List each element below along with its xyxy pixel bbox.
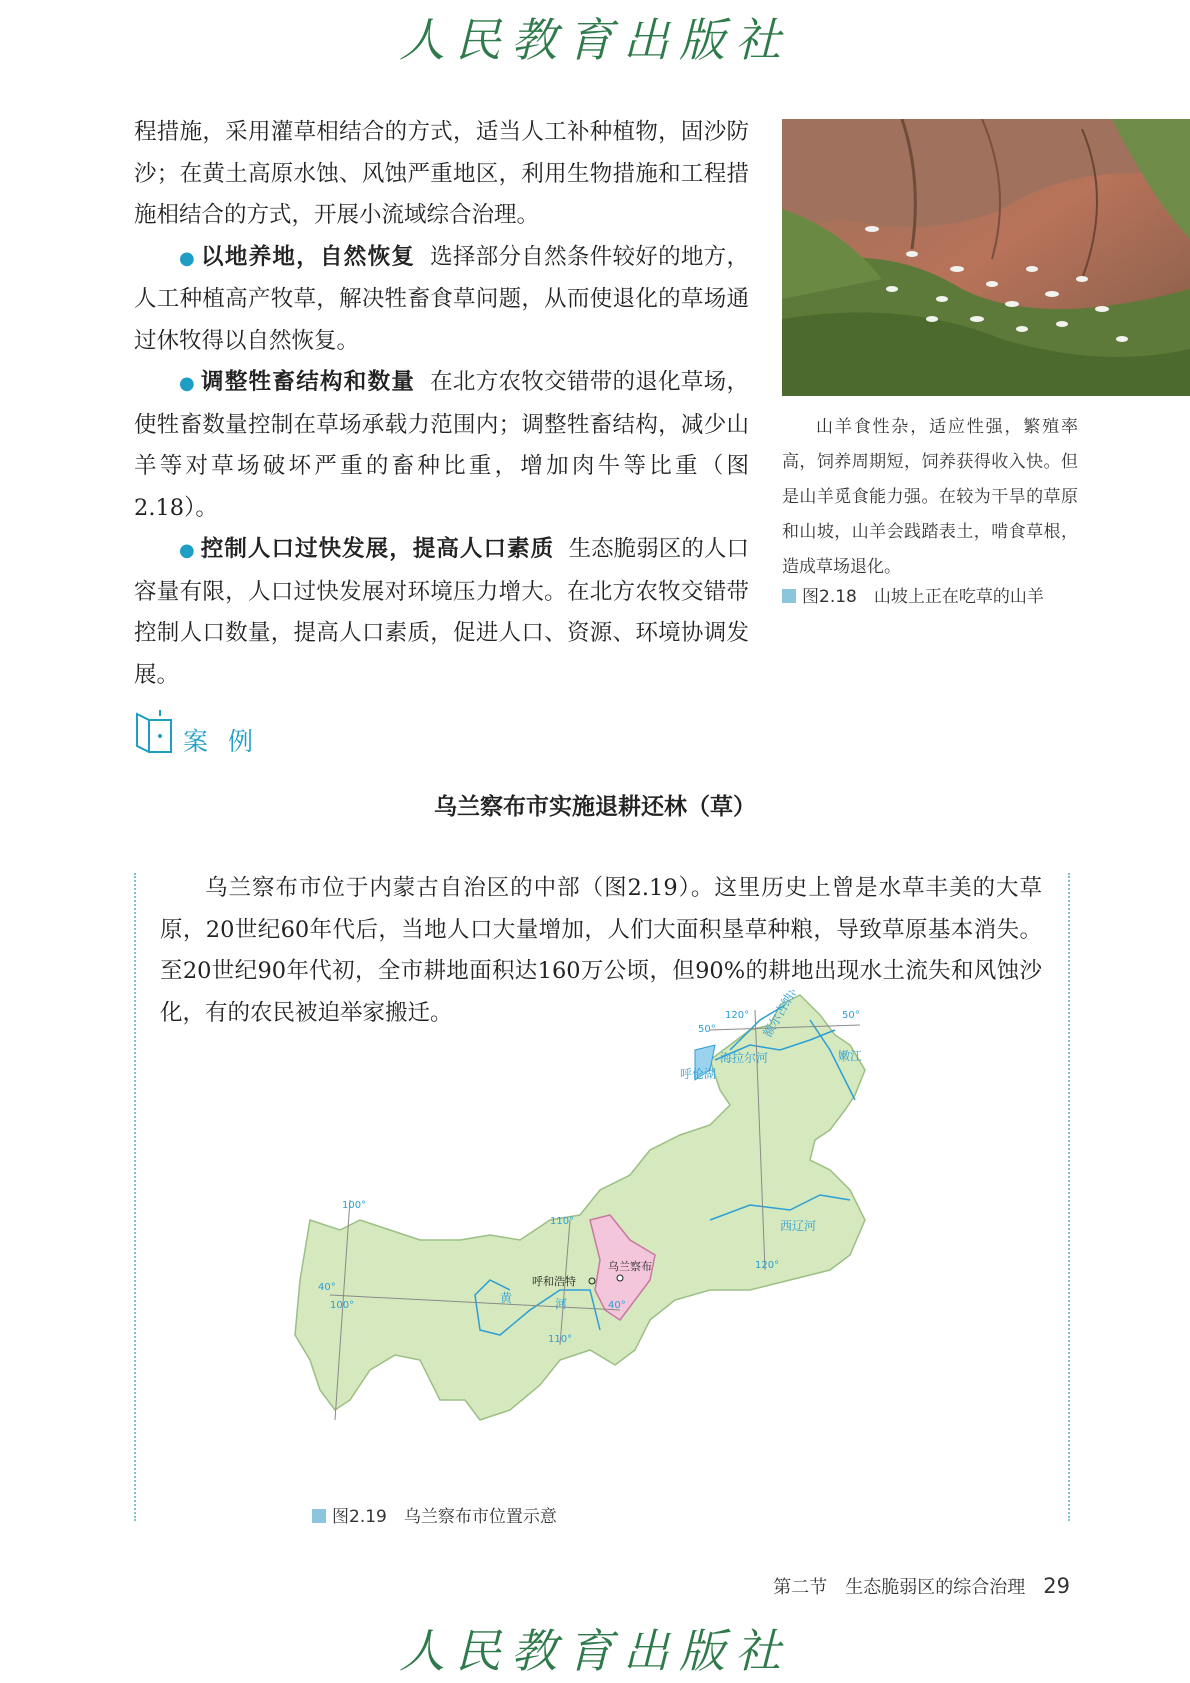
bullet-icon: ●	[179, 247, 196, 269]
figure-label-text: 图2.19 乌兰察布市位置示意	[332, 1507, 557, 1527]
nen-label: 嫩江	[838, 1049, 863, 1063]
region-shape	[295, 995, 865, 1420]
inner-mongolia-map	[290, 990, 940, 1470]
bullet-title: 以地养地，自然恢复	[201, 243, 416, 270]
lon-100-bottom: 100°	[330, 1300, 355, 1311]
lon-110-top: 110°	[550, 1216, 575, 1227]
bullet-title: 调整牲畜结构和数量	[201, 369, 416, 395]
hailar-label: 海拉尔河	[720, 1051, 769, 1065]
case-heading: 乌兰察布市实施退耕还林（草）	[434, 794, 756, 820]
figure-label-text: 图2.18 山坡上正在吃草的山羊	[802, 587, 1044, 607]
figure-label-2-18	[782, 582, 1044, 607]
paragraph-3	[134, 362, 749, 529]
lat-40-left: 40°	[318, 1282, 336, 1293]
paragraph-2	[134, 237, 749, 363]
river-label: 河	[555, 1297, 568, 1311]
caption-text: 山羊食性杂，适应性强，繁殖率高，饲养周期短，饲养获得收入快。但是山羊觅食能力强。在较为干旱的草原和山坡，山羊会践踏表土，啃食草根，造成草场退化。	[782, 417, 1078, 577]
bullet-text: 生态脆弱区的人口容量有限，人口过快发展对环境压力增大。在北方农牧交错带控制人口数量，提高人口素质，促进人口、资源、环境协调发展。	[134, 536, 749, 688]
ergun-label: 额尔古纳河	[760, 990, 803, 1040]
lon-120-bottom: 120°	[755, 1260, 780, 1271]
paragraph-1: 程措施，采用灌草相结合的方式，适当人工补种植物，固沙防沙；在黄土高原水蚀、风蚀严重地区，利用生物措施和工程措施相结合的方式，开展小流域综合治理。	[134, 119, 749, 228]
section-title: 第二节 生态脆弱区的综合治理	[773, 1577, 1026, 1598]
xiliao-label: 西辽河	[780, 1219, 817, 1233]
ulanqab-label: 乌兰察布	[608, 1260, 652, 1273]
case-paragraph: 乌兰察布市位于内蒙古自治区的中部（图2.19）。这里历史上曾是水草丰美的大草原，20世纪60年代后，当地人口大量增加，人们大面积垦草种粮，导致草原基本消失。至20世纪90年代初，全市耕地面积达160万公顷，但90%的耕地出现水土流失和风蚀沙化，有的农民被迫举家搬迁。	[160, 875, 1042, 1026]
figure-marker-icon	[312, 1509, 326, 1523]
figure-marker-icon	[782, 589, 796, 603]
hulun-label: 呼伦湖	[680, 1067, 717, 1081]
lon-100-top: 100°	[342, 1200, 367, 1211]
photo-caption	[782, 410, 1078, 585]
main-text	[134, 112, 749, 696]
lon-110-bottom: 110°	[548, 1334, 573, 1345]
lon-120-top: 120°	[725, 1010, 750, 1021]
page-number: 29	[1043, 1574, 1070, 1598]
bullet-icon: ●	[179, 373, 196, 394]
case-icon	[133, 708, 177, 752]
goat-hillside-photo	[782, 119, 1190, 396]
publisher-logo-top: 人民教育出版社	[399, 13, 791, 67]
ulanqab-marker	[617, 1275, 623, 1281]
page-footer	[773, 1573, 1070, 1599]
bullet-text: 选择部分自然条件较好的地方，人工种植高产牧草，解决牲畜食草问题，从而使退化的草场通过休牧得以自然恢复。	[134, 243, 749, 354]
bullet-text: 在北方农牧交错带的退化草场，使牲畜数量控制在草场承载力范围内；调整牲畜结构，减少山羊等对草场破坏严重的畜种比重，增加肉牛等比重（图2.18）。	[134, 369, 749, 521]
lat-50-left: 50°	[698, 1024, 716, 1035]
figure-label-2-19	[312, 1502, 557, 1527]
publisher-logo-bottom: 人民教育出版社	[399, 1624, 791, 1678]
case-label: 案 例	[183, 727, 259, 756]
yellow-label: 黄	[500, 1291, 513, 1305]
bullet-title: 控制人口过快发展，提高人口素质	[200, 536, 555, 562]
lat-50-right: 50°	[842, 1010, 860, 1021]
lat-40-right: 40°	[608, 1300, 626, 1311]
paragraph-4	[134, 529, 749, 696]
bullet-icon: ●	[179, 540, 195, 561]
hohhot-label: 呼和浩特	[532, 1275, 576, 1288]
